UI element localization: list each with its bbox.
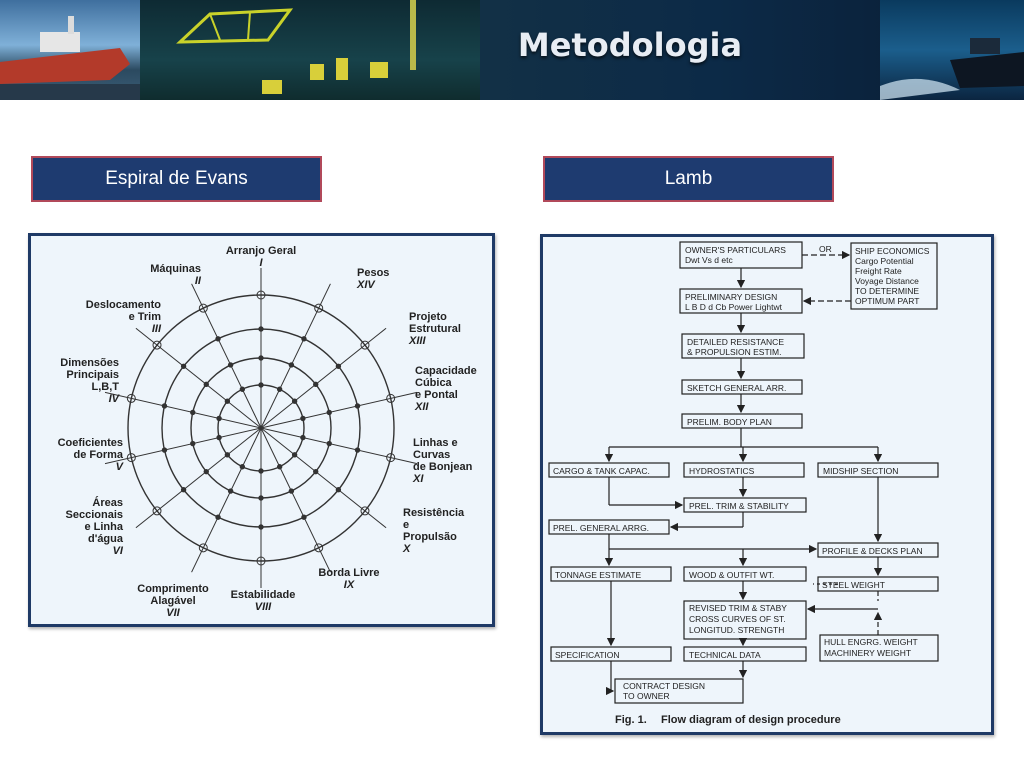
spiral-node	[259, 383, 263, 387]
spiral-spoke	[261, 284, 330, 428]
spiral-node	[302, 337, 306, 341]
spiral-node	[259, 327, 263, 331]
spiral-label: Projeto Estrutural XIII	[409, 311, 461, 347]
flow-text-cargo: CARGO & TANK CAPAC.	[553, 466, 650, 476]
spiral-node	[191, 410, 195, 414]
spiral-node	[181, 488, 185, 492]
spiral-label: Dimensões Principais L,B,T IV	[60, 357, 119, 405]
spiral-node	[336, 364, 340, 368]
spiral-node	[204, 382, 208, 386]
flow-text-spec: SPECIFICATION	[555, 650, 620, 660]
spiral-node	[314, 382, 318, 386]
spiral-label: Deslocamento e Trim III	[85, 299, 161, 335]
flow-text-trim: PREL. TRIM & STABILITY	[689, 501, 789, 511]
spiral-node	[162, 404, 166, 408]
flow-text-profile: PROFILE & DECKS PLAN	[822, 546, 923, 556]
spiral-label: Áreas Seccionais e Linha d'água VI	[65, 497, 123, 557]
spiral-label: Capacidade Cúbica e Pontal XII	[415, 365, 477, 413]
figure-number: Fig. 1.	[615, 714, 647, 726]
offshore-structure-photo	[140, 0, 480, 100]
flow-text-sketch: SKETCH GENERAL ARR.	[687, 383, 787, 393]
spiral-node	[292, 453, 296, 457]
spiral-node	[225, 399, 229, 403]
flow-text-prelim-design: PRELIMINARY DESIGN L B D d Cb Power Lightwt	[685, 292, 783, 312]
spiral-spoke	[261, 428, 330, 572]
flow-text-body-plan: PRELIM. BODY PLAN	[687, 417, 772, 427]
spiral-node	[216, 515, 220, 519]
spiral-node	[301, 416, 305, 420]
spiral-node	[301, 435, 305, 439]
lamb-flow-panel	[540, 234, 994, 735]
flow-text-or: OR	[819, 244, 832, 254]
spiral-spoke	[261, 328, 386, 428]
spiral-spoke	[136, 328, 261, 428]
spiral-node	[204, 469, 208, 473]
spiral-node	[289, 489, 293, 493]
spiral-node	[217, 435, 221, 439]
evans-spiral-panel	[28, 233, 495, 627]
spiral-label: Estabilidade VIII	[230, 589, 296, 613]
page-title: Metodologia	[517, 26, 743, 64]
spiral-label: Borda Livre IX	[318, 567, 380, 591]
flow-text-gen-arr: PREL. GENERAL ARRG.	[553, 523, 650, 533]
spiral-node	[225, 453, 229, 457]
spiral-node	[292, 399, 296, 403]
spiral-node	[259, 496, 263, 500]
spiral-node	[336, 488, 340, 492]
spiral-node	[228, 363, 232, 367]
spiral-label: Pesos XIV	[357, 267, 390, 291]
lamb-flow-diagram	[543, 237, 991, 732]
spiral-label: Coeficientes de Forma V	[57, 437, 123, 473]
spiral-node	[355, 448, 359, 452]
flow-text-hull: HULL ENGRG. WEIGHT MACHINERY WEIGHT	[824, 637, 918, 658]
spiral-node	[217, 416, 221, 420]
spiral-node	[277, 465, 281, 469]
spiral-node	[240, 387, 244, 391]
flow-text-tonnage: TONNAGE ESTIMATE	[555, 570, 642, 580]
flow-text-detailed: DETAILED RESISTANCE & PROPULSION ESTIM.	[687, 337, 784, 357]
spiral-node	[314, 469, 318, 473]
spiral-spoke	[192, 428, 261, 572]
figure-caption: Flow diagram of design procedure	[661, 714, 841, 726]
spiral-node	[259, 525, 263, 529]
spiral-node	[355, 404, 359, 408]
flow-text-contract: CONTRACT DESIGN TO OWNER	[623, 681, 706, 701]
flow-text-economics: SHIP ECONOMICS Cargo Potential Freight Rate Voyage Distance TO DETERMINE OPTIMUM PART	[855, 246, 930, 306]
spiral-label: Resistência e Propulsão X	[403, 507, 465, 555]
spiral-node	[302, 515, 306, 519]
spiral-node	[191, 441, 195, 445]
spiral-spoke	[261, 428, 386, 528]
flow-text-owners: OWNER'S PARTICULARS Dwt Vs d etc	[685, 245, 786, 265]
spiral-spoke	[136, 428, 261, 528]
flow-text-midship: MIDSHIP SECTION	[823, 466, 899, 476]
vessel-night-photo	[880, 0, 1024, 100]
spiral-node	[259, 469, 263, 473]
flow-text-steel: STEEL WEIGHT	[822, 580, 885, 590]
spiral-label: Máquinas II	[150, 263, 201, 287]
spiral-node	[277, 387, 281, 391]
spiral-label: Comprimento Alagável VII	[137, 583, 209, 619]
spiral-label: Linhas e Curvas de Bonjean XI	[413, 437, 473, 485]
spiral-node	[327, 410, 331, 414]
spiral-node	[240, 465, 244, 469]
flow-text-wood: WOOD & OUTFIT WT.	[689, 570, 775, 580]
spiral-node	[216, 337, 220, 341]
spiral-node	[162, 448, 166, 452]
spiral-node	[327, 441, 331, 445]
lamb-label: Lamb	[543, 156, 834, 202]
spiral-node	[181, 364, 185, 368]
spiral-node	[228, 489, 232, 493]
spiral-node	[289, 363, 293, 367]
spiral-spoke	[192, 284, 261, 428]
spiral-node	[259, 356, 263, 360]
spiral-label: Arranjo Geral I	[225, 245, 297, 269]
flow-text-hydro: HYDROSTATICS	[689, 466, 755, 476]
header-banner	[0, 0, 1024, 100]
ship-photo	[0, 0, 140, 100]
evans-spiral-diagram	[31, 236, 492, 624]
flow-text-revised: REVISED TRIM & STABY CROSS CURVES OF ST. LONGITUD. STRENGTH	[689, 603, 787, 635]
flow-text-technical: TECHNICAL DATA	[689, 650, 761, 660]
espiral-label: Espiral de Evans	[31, 156, 322, 202]
